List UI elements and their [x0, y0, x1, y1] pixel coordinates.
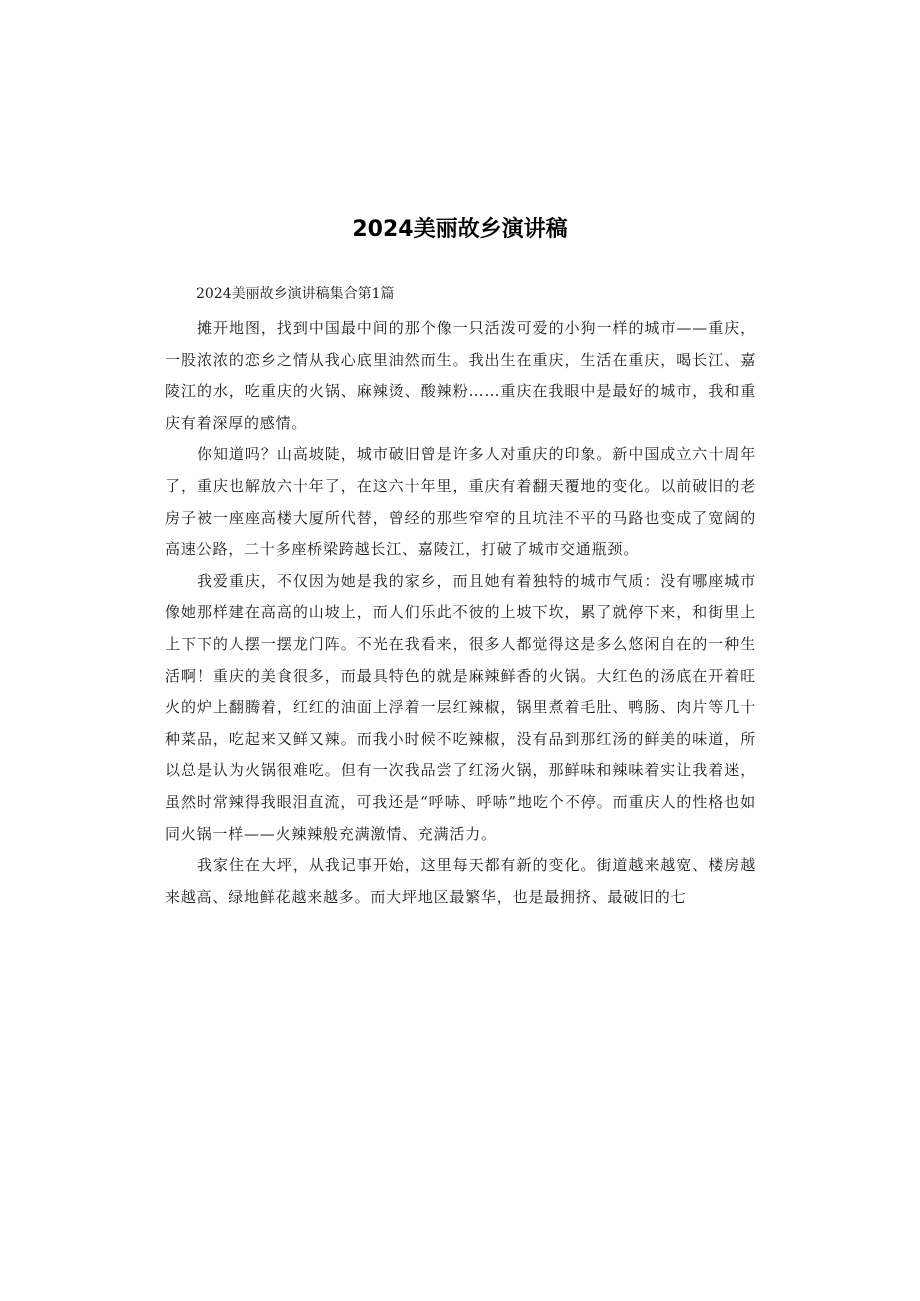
document-body	[165, 313, 756, 913]
paragraph-4: 我家住在大坪，从我记事开始，这里每天都有新的变化。街道越来越宽、楼房越来越高、绿地鲜花越来越多。而大坪地区最繁华，也是最拥挤、最破旧的七	[165, 856, 756, 906]
paragraph-3: 我爱重庆，不仅因为她是我的家乡，而且她有着独特的城市气质：没有哪座城市像她那样建在高高的山坡上，而人们乐此不彼的上坡下坎，累了就停下来，和街里上上下下的人摆一摆龙门阵。不光在我看来，很多人都觉得这是多么悠闲自在的一种生活啊！重庆的美食很多，而最具特色的就是麻辣鲜香的火锅。大红色的汤底在开着旺火的炉上翻腾着，红红的油面上浮着一层红辣椒，锅里煮着毛肚、鸭肠、肉片等几十种菜品，吃起来又鲜又辣。而我小时候不吃辣椒，没有品到那红汤的鲜美的味道，所以总是认为火锅很难吃。但有一次我品尝了红汤火锅，那鲜味和辣味着实让我着迷，虽然时常辣得我眼泪直流，可我还是“呼哧、呼哧”地吃个不停。而重庆人的性格也如同火锅一样——火辣辣般充满激情、充满活力。	[165, 571, 756, 843]
document-subtitle: 2024美丽故乡演讲稿集合第1篇	[196, 286, 395, 302]
paragraph-1: 摊开地图，找到中国最中间的那个像一只活泼可爱的小狗一样的城市——重庆，一股浓浓的恋乡之情从我心底里油然而生。我出生在重庆，生活在重庆，喝长江、嘉陵江的水，吃重庆的火锅、麻辣烫、酸辣粉……重庆在我眼中是最好的城市，我和重庆有着深厚的感情。	[165, 319, 756, 432]
document-title: 2024美丽故乡演讲稿	[352, 217, 568, 242]
paragraph-2: 你知道吗？山高坡陡，城市破旧曾是许多人对重庆的印象。新中国成立六十周年了，重庆也解放六十年了，在这六十年里，重庆有着翻天覆地的变化。以前破旧的老房子被一座座高楼大厦所代替，曾经的那些窄窄的且坑洼不平的马路也变成了宽阔的高速公路，二十多座桥梁跨越长江、嘉陵江，打破了城市交通瓶颈。	[165, 445, 756, 559]
